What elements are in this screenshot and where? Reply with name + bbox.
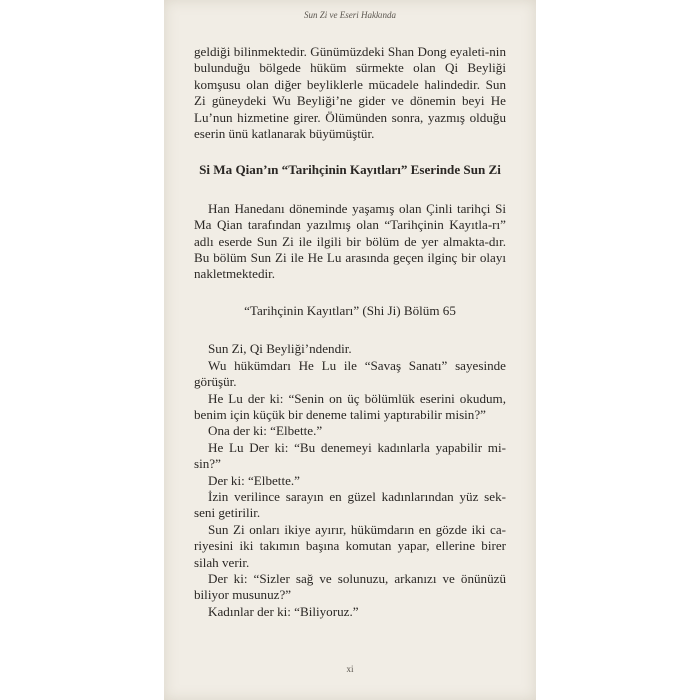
page-number: xi: [346, 664, 354, 674]
section-paragraph: Han Hanedanı döneminde yaşamış olan Çinli tarihçi Si Ma Qian tarafından yazılmış olan “Tarihçinin Kayıtla-rı” adlı eserde Sun Zi ile ilgili bir bölüm de yer almakta-dır. Bu bölüm Sun Zi ile He Lu arasında geçen ilginç bir olayı nakletmektedir.: [194, 200, 506, 282]
dialogue-line: He Lu der ki: “Senin on üç bölümlük eserini okudum, benim için küçük bir deneme talimi yaptırabilir misin?”: [194, 390, 506, 422]
dialogue-line: He Lu Der ki: “Bu denemeyi kadınlarla yapabilir mi-sin?”: [194, 439, 506, 472]
page-body: [194, 44, 506, 620]
dialogue-line: Wu hükümdarı He Lu ile “Savaş Sanatı” sayesinde görüşür.: [194, 357, 506, 390]
book-page: [164, 0, 536, 700]
dialogue-line: Sun Zi, Qi Beyliği’ndendir.: [208, 341, 352, 357]
dialogue-line: Kadınlar der ki: “Biliyoruz.”: [208, 603, 359, 619]
dialogue-line: Der ki: “Sizler sağ ve solunuzu, arkanızı ve önünüzü biliyor musunuz?”: [194, 570, 506, 603]
section-heading: Si Ma Qian’ın “Tarihçinin Kayıtları” Eserinde Sun Zi: [199, 162, 501, 178]
running-header: Sun Zi ve Eseri Hakkında: [304, 10, 396, 20]
chapter-subheading: “Tarihçinin Kayıtları” (Shi Ji) Bölüm 65: [244, 302, 456, 318]
dialogue-line: İzin verilince sarayın en güzel kadınlarından yüz sek-seni getirilir.: [194, 488, 506, 521]
dialogue-line: Ona der ki: “Elbette.”: [208, 423, 323, 439]
dialogue-line: Sun Zi onları ikiye ayırır, hükümdarın en gözde iki ca-riyesini iki takımın başına komutan yapar, ellerine birer silah verir.: [194, 521, 506, 570]
dialogue-line: Der ki: “Elbette.”: [208, 472, 300, 488]
opening-paragraph: geldiği bilinmektedir. Günümüzdeki Shan Dong eyaleti-nin bulunduğu bölgede hüküm sürmekte olan Qi Beyliği komşusu olan diğer beyliklerle mücadele halindedir. Sun Zi güneydeki Wu Beyliği’ne gider ve dönemin beyi He Lu’nun hizmetine girer. Ölümünden sonra, yazmış olduğu eserin ünü katlanarak büyümüştür.: [194, 44, 506, 142]
